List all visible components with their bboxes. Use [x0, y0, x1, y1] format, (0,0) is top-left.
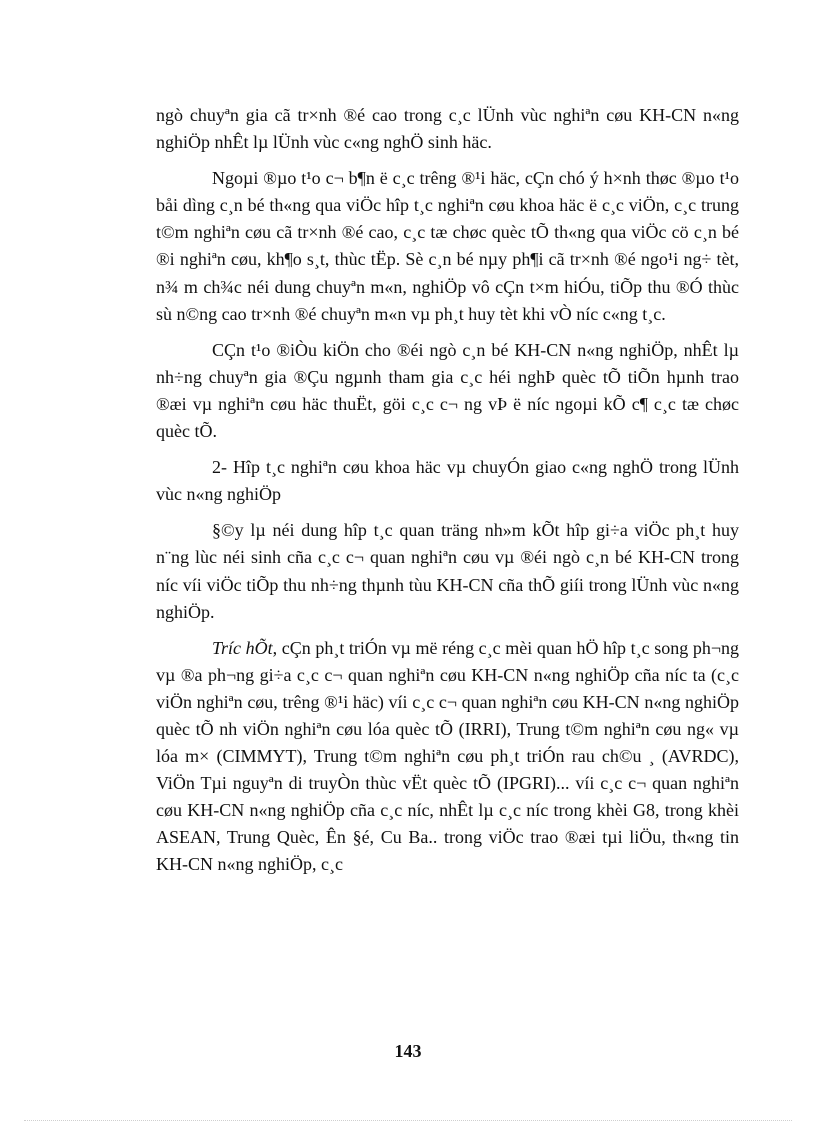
paragraph-3: CÇn t¹o ®iÒu kiÖn cho ®éi ngò c¸n bé KH-CN n«ng nghiÖp, nhÊt lµ nh÷ng chuyªn gia ®Çu ngµnh tham gia c¸c héi nghÞ quèc tÕ tiÕn hµnh trao ®æi vµ nghiªn cøu häc thuËt, göi c¸c c¬ ng vÞ ë níc ngoµi kÕ c¶ c¸c tæ chøc quèc tÕ. [156, 339, 739, 442]
paragraph-4: §©y lµ néi dung hîp t¸c quan träng nh»m kÕt hîp gi÷a viÖc ph¸t huy n¨ng lùc néi sinh cña c¸c c¬ quan nghiªn cøu vµ ®éi ngò c¸n bé KH-CN trong níc víi viÖc tiÕp thu nh÷ng thµnh tùu KH-CN cña thÕ giíi trong lÜnh vùc n«ng nghiÖp. [156, 520, 739, 622]
page-bottom-divider [24, 1120, 792, 1121]
paragraph-2: Ngoµi ®µo t¹o c¬ b¶n ë c¸c trêng ®¹i häc, cÇn chó ý h×nh thøc ®µo t¹o båi dìng c¸n bé th«ng qua viÖc hîp t¸c nghiªn cøu khoa häc ë c¸c viÖn, c¸c trung t©m nghiªn cøu cã tr×nh ®é cao, c¸c tæ chøc quèc tÕ th«ng qua viÖc cö c¸n bé ®i nghiªn cøu, kh¶o s¸t, thùc tËp. Sè c¸n bé nµy ph¶i cã tr×nh ®é ngo¹i ng÷ tèt, n¾ m ch¾c néi dung chuyªn m«n, nghiÖp vô cÇn t×m hiÓu, tiÕp thu ®Ó thùc sù n©ng cao tr×nh ®é chuyªn m«n vµ ph¸t huy tèt khi vÒ níc c«ng t¸c. [156, 168, 739, 324]
paragraph-1: ngò chuyªn gia cã tr×nh ®é cao trong c¸c lÜnh vùc nghiªn cøu KH-CN n«ng nghiÖp nhÊt lµ lÜnh vùc c«ng nghÖ sinh häc. [156, 105, 739, 153]
page-number: 143 [394, 1041, 422, 1061]
paragraph-5 [156, 635, 739, 879]
paragraph-5-body: , cÇn ph¸t triÓn vµ më réng c¸c mèi quan hÖ hîp t¸c song ph¬ng vµ ®a ph¬ng gi÷a c¸c c¬ quan nghiªn cøu KH-CN n«ng nghiÖp cña níc ta (c¸c viÖn nghiªn cøu, trêng ®¹i häc) víi c¸c c¬ quan nghiªn cøu KH-CN n«ng nghiÖp quèc tÕ nh viÖn nghiªn cøu lóa quèc tÕ (IRRI), Trung t©m nghiªn cøu ng« vµ lóa m× (CIMMYT), Trung t©m nghiªn cøu ph¸t triÓn rau ch©u ¸ (AVRDC), ViÖn Tµi nguyªn di truyÒn thùc vËt quèc tÕ (IPGRI)... víi c¸c c¬ quan nghiªn cøu KH-CN n«ng nghiÖp cña c¸c níc, nhÊt lµ c¸c níc trong khèi G8, trong khèi ASEAN, Trung Quèc, Ên §é, Cu Ba.. trong viÖc trao ®æi tµi liÖu, th«ng tin KH-CN n«ng nghiÖp, c¸c [156, 637, 739, 875]
italic-lead-phrase: Tríc hÕt [212, 637, 273, 658]
body-text [156, 102, 739, 879]
section-heading-2: 2- Hîp t¸c nghiªn cøu khoa häc vµ chuyÓn giao c«ng nghÖ trong lÜnh vùc n«ng nghiÖp [156, 457, 739, 505]
